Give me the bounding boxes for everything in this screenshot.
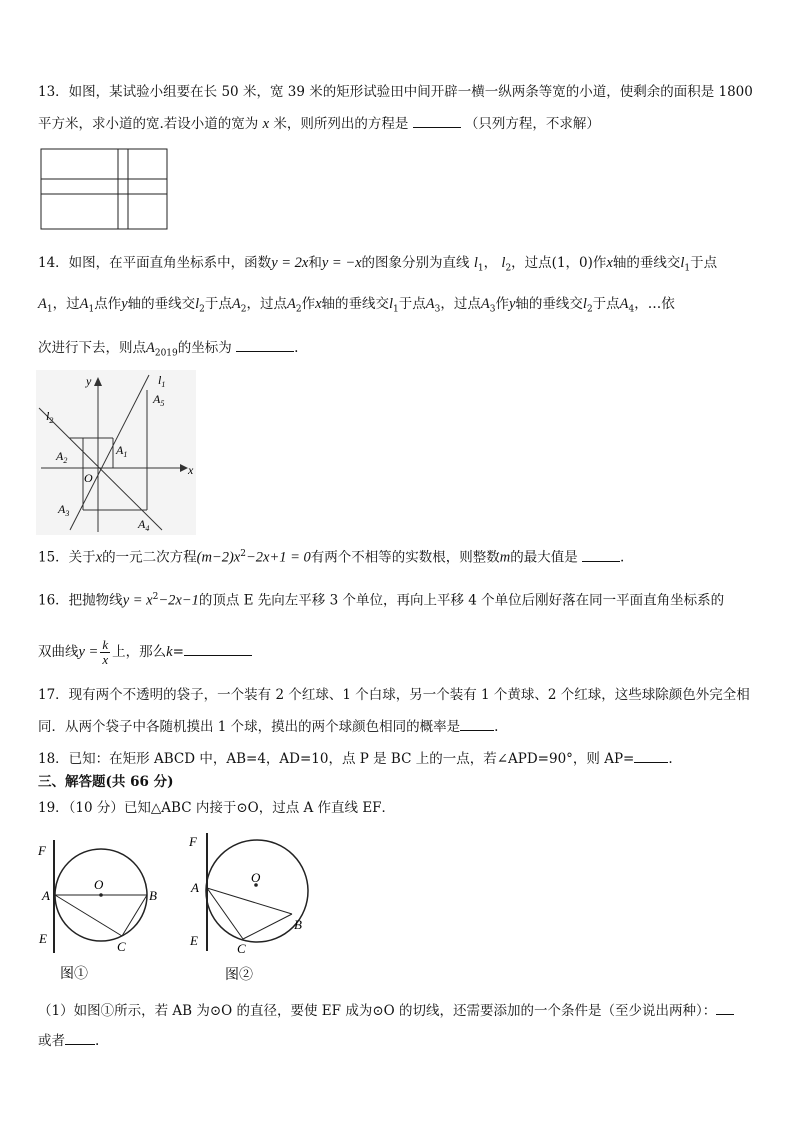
- q16-text: 16．把抛物线: [38, 592, 123, 609]
- q19-sub1-line2: [38, 1030, 99, 1051]
- q18-answer-blank[interactable]: [634, 748, 668, 763]
- q15-answer-blank[interactable]: [582, 547, 620, 562]
- fig19b-F: F: [189, 834, 197, 849]
- q14-text: 作: [301, 296, 316, 312]
- q16-text: 双曲线: [38, 644, 79, 660]
- q14-comma: ，: [483, 255, 498, 271]
- q14-A-sub: 4: [628, 304, 635, 315]
- q15-m: m: [499, 549, 511, 566]
- fig19a-C: C: [117, 939, 126, 954]
- q13-line2: [38, 113, 600, 134]
- q14-coordinate-figure: [36, 370, 196, 535]
- fig19a-E: E: [39, 931, 47, 946]
- q15-text: 的最大值是: [510, 549, 578, 566]
- q13-field-figure: [38, 146, 178, 232]
- q14-l2: l: [582, 296, 587, 312]
- fig14-y-label: y: [86, 374, 92, 388]
- q14-text: 于点: [690, 255, 718, 271]
- q14-text: 作: [495, 296, 509, 312]
- q15-text: 15．关于: [38, 549, 96, 566]
- q14-l1-sub: 1: [684, 263, 691, 274]
- q14-text: 于点: [398, 296, 426, 312]
- q14-text: 轴的垂线交: [321, 296, 390, 312]
- fig19a-O: O: [94, 877, 104, 892]
- q14-line1: [38, 253, 717, 279]
- fig14-x-label: x: [188, 463, 194, 477]
- fig19b-O: O: [251, 870, 261, 885]
- q14-l1-sub: 1: [477, 263, 484, 274]
- q16-text: 的顶点 E 先向左平移 3 个单位，再向上平移 4 个单位后刚好落在同一平面直角坐标系的: [198, 592, 725, 609]
- q14-A: A: [480, 296, 490, 312]
- q16-line1: [38, 587, 724, 611]
- q15-x: x: [95, 549, 103, 566]
- q14-text: ，过点: [246, 296, 287, 312]
- q16-answer-blank[interactable]: [184, 641, 252, 656]
- q18-line: [38, 748, 673, 769]
- q15-text: 的一元二次方程: [102, 549, 197, 566]
- q19-figure-2: [185, 828, 320, 985]
- q16-line2: [38, 638, 252, 667]
- q13-answer-blank[interactable]: [413, 113, 461, 128]
- q14-A: A: [231, 296, 241, 312]
- q14-text: 轴的垂线交: [127, 296, 196, 312]
- q14-A: A: [425, 296, 435, 312]
- q14-line2: [38, 294, 675, 320]
- q14-A-sub: 1: [88, 304, 95, 315]
- q14-l1: l: [473, 255, 478, 271]
- q16-k: k: [166, 644, 173, 660]
- q14-l1: l: [680, 255, 685, 271]
- q14-text: .: [294, 340, 299, 356]
- fig19b-E: E: [190, 933, 198, 948]
- fig19b-B: B: [294, 917, 302, 932]
- q19-sub1-line1: [38, 1000, 734, 1021]
- q14-A-sub: 1: [46, 304, 53, 315]
- q14-text: 和: [308, 255, 322, 271]
- q15-text: .: [620, 549, 625, 566]
- q19-text: .: [95, 1033, 100, 1049]
- q16-eq: −2x−1: [158, 592, 199, 609]
- fig19a-caption: 图①: [60, 967, 88, 982]
- q14-answer-blank[interactable]: [236, 337, 294, 352]
- q16-eq: y = x: [122, 592, 153, 609]
- q13-text-a: 平方米，求小道的宽.若设小道的宽为: [38, 116, 259, 132]
- q18-text: 18．已知：在矩形 ABCD 中，AB=4，AD=10，点 P 是 BC 上的一点，若∠APD=90°，则 AP=: [38, 751, 635, 767]
- q16-text: =: [172, 644, 184, 660]
- q13-line1: 13．如图，某试验小组要在长 50 米，宽 39 米的矩形试验田中间开辟一横一纵两条等宽的小道，使剩余的面积是 1800: [38, 84, 753, 100]
- q14-A: A: [79, 296, 89, 312]
- q14-text: 轴的垂线交: [515, 296, 583, 312]
- fig14-l1-label: $l_1$: [158, 373, 166, 389]
- q14-A-sub: 2: [240, 304, 247, 315]
- q14-l2-sub: 2: [505, 263, 512, 274]
- q14-text: 次进行下去，则点: [38, 340, 146, 356]
- q13-text-c: （只列方程，不求解）: [464, 116, 600, 132]
- q16-eq-sup: 2: [152, 592, 159, 602]
- q14-yvar: y: [121, 296, 128, 312]
- q14-l2-sub: 2: [199, 304, 205, 315]
- q14-line3: [38, 337, 298, 364]
- q17-answer-blank[interactable]: [460, 716, 494, 731]
- q14-func2: y = −x: [321, 255, 362, 271]
- q15-eq-sup: 2: [240, 549, 246, 559]
- q19-answer-blank-1[interactable]: [716, 1000, 734, 1015]
- q14-A: A: [146, 340, 155, 356]
- q14-text: ，过点(1，0)作: [511, 255, 607, 271]
- q15-line: [38, 544, 624, 568]
- q14-A-sub: 3: [434, 304, 441, 315]
- q14-l2: l: [501, 255, 506, 271]
- q14-l2: l: [195, 296, 200, 312]
- q14-xvar: x: [606, 255, 613, 271]
- fig14-A2: $A_2$: [56, 449, 68, 465]
- fig14-origin-label: O: [84, 471, 93, 485]
- q19-figure-1: [36, 835, 166, 985]
- q17-line2: [38, 716, 498, 737]
- q14-text: ，…依: [634, 296, 675, 312]
- q14-A: A: [38, 296, 47, 312]
- q13-text-b: 米，则所列出的方程是: [273, 116, 409, 132]
- q14-text: ，过: [52, 296, 80, 312]
- fig19a-F: F: [38, 843, 46, 858]
- q15-eq: (m−2): [196, 549, 234, 566]
- q14-func1: y = 2x: [271, 255, 309, 271]
- fig14-A1: $A_1$: [116, 443, 128, 459]
- q15-eq: x: [233, 549, 241, 566]
- fig14-l2-label: $l_2$: [46, 409, 54, 425]
- q16-eq: y =: [78, 644, 99, 660]
- fig14-A3: $A_3$: [58, 502, 70, 518]
- q14-text: 轴的垂线交: [612, 255, 681, 271]
- q14-yvar: y: [508, 296, 516, 312]
- q14-text: 14．如图，在平面直角坐标系中，函数: [38, 255, 272, 271]
- q17-text: 同．从两个袋子中各随机摸出 1 个球，摸出的两个球颜色相同的概率是: [38, 719, 461, 735]
- fig14-A4: $A_4$: [138, 517, 150, 533]
- q19-stem: 19．（10 分）已知△ABC 内接于⊙O，过点 A 作直线 EF．: [38, 800, 396, 816]
- q14-l1-sub: 1: [393, 304, 399, 315]
- q16-text: 上，那么: [112, 644, 167, 660]
- q14-xvar: x: [315, 296, 322, 312]
- q14-text: 于点: [204, 296, 232, 312]
- q14-text: 点作: [94, 296, 122, 312]
- q14-l1: l: [389, 296, 394, 312]
- q13-var-x: x: [262, 116, 270, 132]
- fig19a-B: B: [149, 888, 157, 903]
- q16-fraction: $\frac{k}{x}$: [102, 637, 109, 667]
- q14-A: A: [619, 296, 629, 312]
- q14-l2-sub: 2: [586, 304, 593, 315]
- q14-A-sub: 3: [489, 304, 496, 315]
- q15-eq: −2x+1 = 0: [245, 549, 311, 566]
- q14-A-sub: 2019: [154, 348, 178, 359]
- q14-text: 于点: [592, 296, 620, 312]
- q14-A: A: [286, 296, 296, 312]
- q14-text: 的图象分别为直线: [361, 255, 470, 271]
- q17-line1: 17．现有两个不透明的袋子，一个装有 2 个红球、1 个白球，另一个装有 1 个黄球、2 个红球，这些球除颜色外完全相: [38, 687, 750, 703]
- fig19a-A: A: [42, 888, 50, 903]
- q17-text: .: [494, 719, 499, 735]
- fig19b-C: C: [237, 941, 246, 956]
- q18-text: .: [668, 751, 673, 767]
- q19-text: 或者: [38, 1033, 65, 1049]
- q19-answer-blank-2[interactable]: [65, 1030, 95, 1045]
- q19-text: （1）如图①所示，若 AB 为⊙O 的直径，要使 EF 成为⊙O 的切线，还需要添加的一个条件是（至少说出两种）：: [38, 1003, 717, 1019]
- fig19b-A: A: [191, 880, 199, 895]
- q15-text: 有两个不相等的实数根，则整数: [310, 549, 500, 566]
- fig19b-caption: 图②: [225, 968, 253, 983]
- q14-A-sub: 2: [295, 304, 302, 315]
- q14-text: 的坐标为: [177, 340, 232, 356]
- q14-text: ，过点: [440, 296, 481, 312]
- fig14-A5: $A_5$: [153, 392, 165, 408]
- section-title: 三、解答题(共 66 分): [38, 774, 174, 790]
